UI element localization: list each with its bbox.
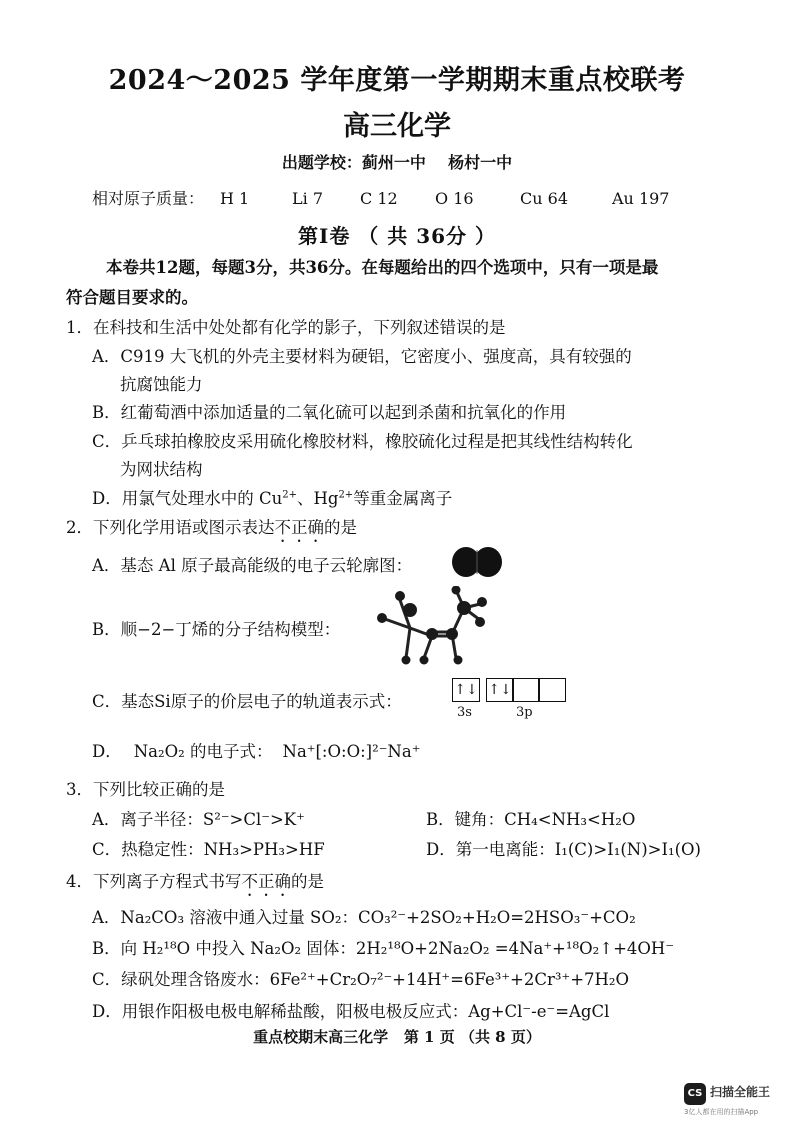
mass-au: Au 197 [612, 189, 670, 208]
q4-stem-pre: 4．下列离子方程式书写 [66, 872, 242, 891]
q4-option-b: B．向 H₂¹⁸O 中投入 Na₂O₂ 固体：2H₂¹⁸O+2Na₂O₂ =4Na⁺+¹⁸O₂↑+4OH⁻ [92, 939, 675, 958]
orbital-label-3p: 3p [516, 705, 533, 720]
q2-option-a: A．基态 Al 原子最高能级的电子云轮廓图： [92, 556, 413, 575]
page-footer: 重点校期末高三化学 第 1 页 （共 8 页） [253, 1028, 541, 1046]
q4-stem-emphasis: 不正确 [241, 872, 291, 891]
q1-option-c-cont: 为网状结构 [120, 460, 203, 479]
q2-stem [66, 514, 357, 546]
school-label: 出题学校： [281, 153, 362, 172]
q2-stem-pre: 2．下列化学用语或图示表达 [66, 518, 275, 537]
q2-d-mid: 的电子式： [184, 742, 273, 761]
scanner-logo-icon: CS [684, 1083, 706, 1105]
q1-d-sup-2: 2+ [338, 489, 354, 501]
q3-option-b: B．键角：CH₄<NH₃<H₂O [426, 810, 636, 829]
school-names: 蓟州一中 杨村一中 [361, 153, 513, 172]
q1-option-d [92, 485, 452, 509]
q2-option-d [92, 738, 420, 762]
q2-option-c: C．基态Si原子的价层电子的轨道表示式： [92, 692, 402, 711]
atomic-masses [92, 186, 669, 209]
mass-li: Li 7 [292, 189, 324, 208]
orbital-box-3p-1: ↑↓ [486, 678, 514, 702]
q4-option-c: C．绿矾处理含铬废水：6Fe²⁺+Cr₂O₇²⁻+14H⁺=6Fe³⁺+2Cr³⁺+7H₂O [92, 970, 630, 989]
q1-d-sup-1: 2+ [282, 489, 297, 501]
scanner-watermark [684, 1080, 784, 1114]
q1-d-text-3: 等重金属离子 [353, 489, 453, 508]
q4-option-a: A．Na₂CO₃ 溶液中通入过量 SO₂：CO₃²⁻+2SO₂+H₂O=2HSO₃⁻+CO₂ [92, 908, 636, 927]
section-title: 第Ⅰ卷 （ 共 36分 ） [297, 224, 497, 248]
q2-stem-emphasis: 不正确 [274, 518, 324, 537]
orbital-box-3p-3 [538, 678, 566, 702]
q4-stem [66, 868, 324, 900]
q1-d-text-1: D．用氯气处理水中的 Cu [92, 489, 283, 508]
q3-option-c: C．热稳定性：NH₃>PH₃>HF [92, 840, 325, 859]
q2-stem-post: 的是 [324, 518, 357, 537]
exam-title: 2024～2025 学年度第一学期期末重点校联考 [108, 65, 686, 96]
orbital-box-3p-2 [512, 678, 540, 702]
exam-subtitle: 高三化学 [343, 111, 451, 142]
scanner-app-name: 扫描全能王 [710, 1085, 771, 1099]
q3-option-a: A．离子半径：S²⁻>Cl⁻>K⁺ [92, 810, 305, 829]
q4-stem-post: 的是 [291, 872, 324, 891]
q4-option-d: D．用银作阳极电极电解稀盐酸，阳极电极反应式：Ag+Cl⁻-e⁻=AgCl [92, 1002, 610, 1021]
q1-option-c: C．乒乓球拍橡胶皮采用硫化橡胶材料，橡胶硫化过程是把其线性结构转化 [92, 432, 633, 451]
orbital-label-3s: 3s [457, 705, 472, 720]
orbital-box-3s: ↑↓ [452, 678, 480, 702]
q1-option-a-cont: 抗腐蚀能力 [120, 375, 203, 394]
mass-label: 相对原子质量： [92, 191, 205, 208]
q3-option-d: D．第一电离能：I₁(C)>I₁(N)>I₁(O) [426, 840, 701, 859]
section-intro-1: 本卷共12题，每题3分，共36分。在每题给出的四个选项中，只有一项是最 [106, 258, 659, 277]
scanner-tagline: 3亿人都在用的扫描App [684, 1108, 759, 1116]
q1-d-text-2: 、Hg [296, 489, 339, 508]
q3-stem: 3．下列比较正确的是 [66, 780, 225, 799]
mass-o: O 16 [435, 189, 474, 208]
p-orbital-dumbbell-figure [450, 545, 506, 579]
cis-2-butene-ball-stick-model [372, 586, 492, 668]
section-intro-2: 符合题目要求的。 [66, 288, 198, 307]
mass-cu: Cu 64 [520, 189, 568, 208]
q2-d-electron-formula: Na⁺[:O:O:]²⁻Na⁺ [282, 742, 421, 761]
q2-d-formula: Na₂O₂ [133, 742, 185, 761]
q1-stem: 1．在科技和生活中处处都有化学的影子，下列叙述错误的是 [66, 318, 506, 337]
q1-option-a: A．C919 大飞机的外壳主要材料为硬铝，它密度小、强度高，具有较强的 [92, 347, 632, 366]
q1-option-b: B．红葡萄酒中添加适量的二氧化硫可以起到杀菌和抗氧化的作用 [92, 403, 567, 422]
q2-option-b: B．顺−2−丁烯的分子结构模型： [92, 620, 341, 639]
school-line [0, 150, 794, 173]
mass-c: C 12 [360, 189, 398, 208]
q2-d-label: D． [92, 742, 122, 761]
orbital-lobe-right [474, 547, 502, 577]
mass-h: H 1 [220, 189, 250, 208]
